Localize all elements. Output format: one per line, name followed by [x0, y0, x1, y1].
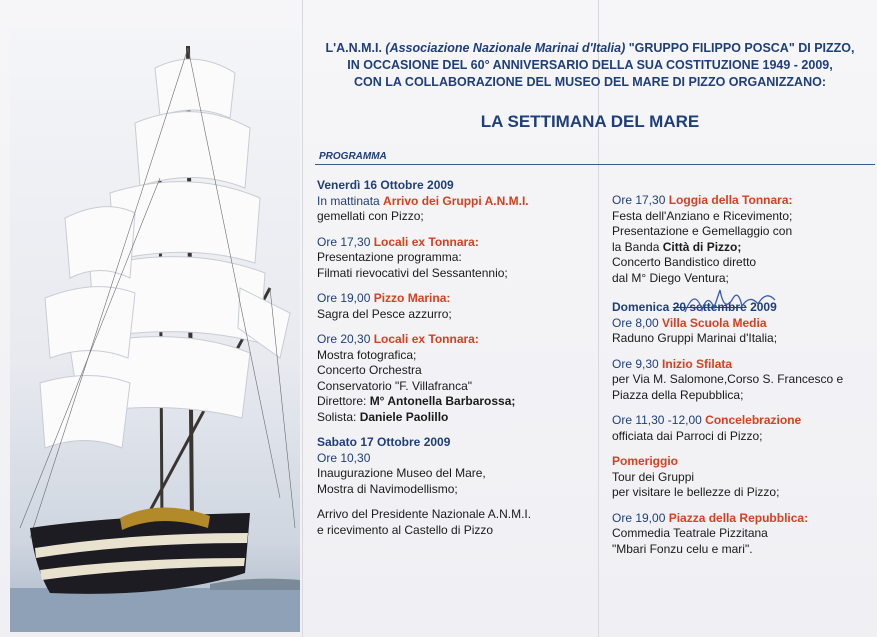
event-block: Ore 19,00 Piazza della Repubblica: Commedia Teatrale Pizzitana "Mbari Fonzu celu e mari".	[612, 510, 809, 556]
event-block: Pomeriggio Tour dei Gruppi per visitare le bellezze di Pizzo;	[612, 454, 780, 499]
header-line-1: L'A.N.M.I. (Associazione Nazionale Marinai d'Italia) "GRUPPO FILIPPO POSCA" DI PIZZO,	[325, 41, 855, 55]
event-block: Arrivo del Presidente Nazionale A.N.M.I. e ricevimento al Castello di Pizzo	[317, 507, 532, 537]
header-line-3: CON LA COLLABORAZIONE DEL MUSEO DEL MARE DI PIZZO ORGANIZZANO:	[354, 75, 826, 89]
event-block: Ore 17,30 Loggia della Tonnara: Festa dell'Anziano e Ricevimento; Presentazione e Gemellaggio con la Banda Città di Pizzo; Concerto Bandistico diretto dal M° Diego Ventura;	[612, 193, 793, 285]
event-block: Domenica 20 settembre 2009 Ore 8,00 Villa Scuola Media Raduno Gruppi Marinai d'Italia;	[612, 300, 778, 345]
event-block: Sabato 17 Ottobre 2009 Ore 10,30 Inaugurazione Museo del Mare, Mostra di Navimodellismo;	[317, 435, 486, 496]
event-block: Ore 11,30 -12,00 Concelebrazione officiata dai Parroci di Pizzo;	[612, 413, 802, 443]
handwritten-signature	[680, 282, 780, 322]
program-column-left	[317, 178, 597, 548]
program-column-right	[612, 193, 874, 567]
fold-line-right	[598, 0, 599, 637]
event-block: Ore 17,30 Locali ex Tonnara: Presentazione programma: Filmati rievocativi del Sessantennio;	[317, 234, 508, 280]
event-block: Ore 19,00 Pizzo Marina: Sagra del Pesce azzurro;	[317, 291, 452, 321]
event-block: Ore 9,30 Inizio Sfilata per Via M. Salomone,Corso S. Francesco e Piazza della Repubblica;	[612, 356, 844, 402]
fold-line-left	[302, 0, 303, 637]
programma-divider	[315, 164, 875, 165]
event-block: Ore 20,30 Locali ex Tonnara: Mostra fotografica; Concerto Orchestra Conservatorio "F. Villafranca" Direttore: M° Antonella Barbarossa; Solista: Daniele Paolillo	[317, 332, 516, 424]
tall-ship-illustration	[10, 28, 300, 632]
event-block: Venerdì 16 Ottobre 2009 In mattinata Arrivo dei Gruppi A.N.M.I. gemellati con Pizzo;	[317, 178, 529, 223]
sailing-ship-image	[10, 28, 300, 632]
event-title: LA SETTIMANA DEL MARE	[480, 112, 700, 131]
programma-label: PROGRAMMA	[319, 151, 387, 162]
organizer-header	[305, 40, 875, 91]
header-line-2: IN OCCASIONE DEL 60° ANNIVERSARIO DELLA SUA COSTITUZIONE 1949 - 2009,	[347, 58, 833, 72]
